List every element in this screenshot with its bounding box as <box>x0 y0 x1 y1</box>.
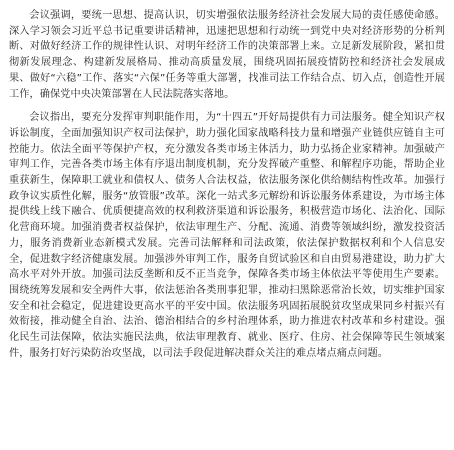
paragraph-meeting-emphasis: 会议强调，要统一思想、提高认识，切实增强依法服务经济社会发展大局的责任感使命感。深入学习领会习近平总书记重要讲话精神，迅速把思想和行动统一到党中央对经济形势的分析判断、对做好经济工作的规律性认识、对明年经济工作的决策部署上来。立足新发展阶段，紧扣贯彻新发展理念、构建新发展格局、推动高质量发展，围绕巩固拓展疫情防控和经济社会发展成果、做好“六稳”工作、落实“六保”任务等重大部署，找准司法工作结合点、切入点，创造性开展工作，确保党中央决策部署在人民法院落实落地。 <box>9 10 445 100</box>
paragraph-meeting-points: 会议指出，要充分发挥审判职能作用，为“十四五”开好局提供有力司法服务。健全知识产权诉讼制度，全面加强知识产权司法保护，助力强化国家战略科技力量和增强产业链供应链自主可控能力。依法全面平等保护产权，充分激发各类市场主体活力，助力弘扬企业家精神。加强破产审判工作，完善各类市场主体有序退出制度机制，充分发挥破产重整、和解程序功能，帮助企业重获新生，保障职工就业和债权人、债务人合法权益，依法服务深化供给侧结构性改革。加强行政争议实质性化解，服务“放管服”改革。深化一站式多元解纷和诉讼服务体系建设，为市场主体提供线上线下融合、优质便捷高效的权利救济渠道和诉讼服务，积极营造市场化、法治化、国际化营商环境。加强消费者权益保护，依法审理生产、分配、流通、消费等领域纠纷，激发投资活力，服务消费新业态新模式发展。完善司法解释和司法政策，依法保护数据权利和个人信息安全，促进数字经济健康发展。加强涉外审判工作，服务自贸试验区和自由贸易港建设，助力扩大高水平对外开放。加强司法反垄断和反不正当竞争，保障各类市场主体依法平等使用生产要素。围绕统筹发展和安全两件大事，依法惩治各类刑事犯罪，推动扫黑除恶常治长效，切实维护国家安全和社会稳定，促进建设更高水平的平安中国。依法服务巩固拓展脱贫攻坚成果同乡村振兴有效衔接，推动健全自治、法治、德治相结合的乡村治理体系，助力推进农村改革和乡村建设。强化民生司法保障，依法实施民法典，依法审理教育、就业、医疗、住房、社会保障等民生领域案件，服务打好污染防治攻坚战，以司法手段促进解决群众关注的难点堵点痛点问题。 <box>9 112 445 359</box>
